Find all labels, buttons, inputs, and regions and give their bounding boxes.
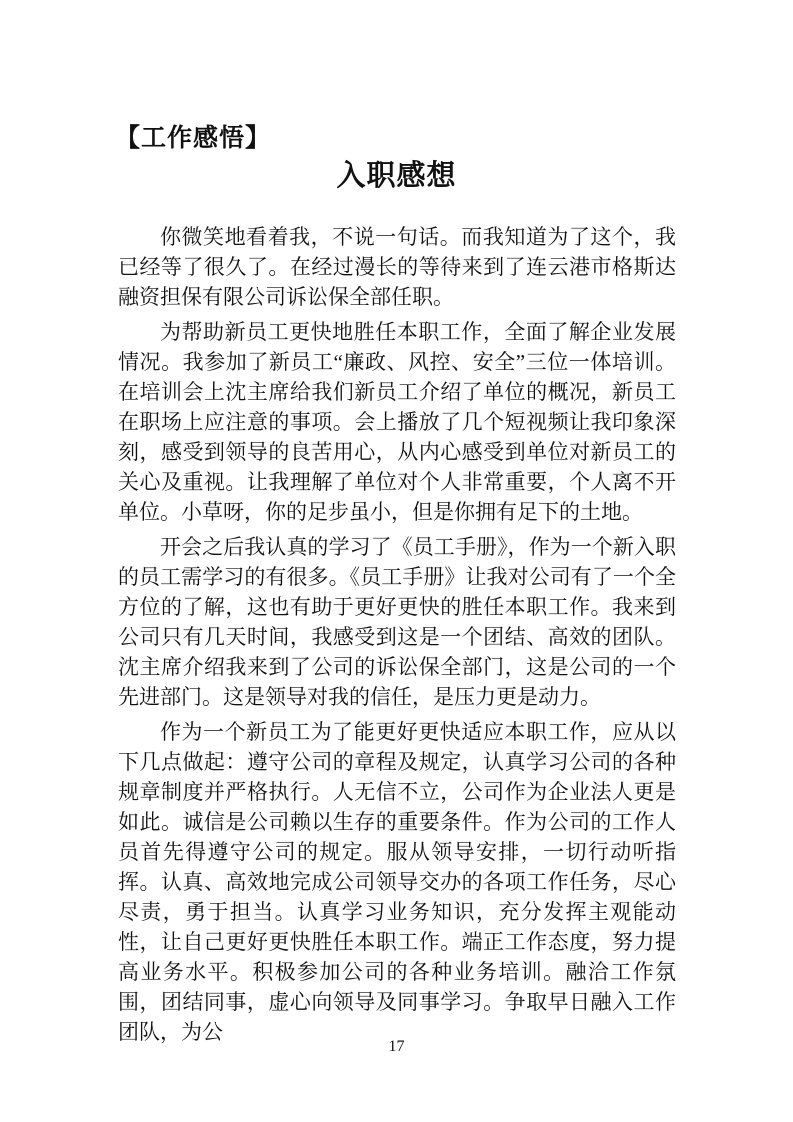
- page-title: 入职感想: [336, 160, 457, 192]
- paragraph-1: 你微笑地看着我，不说一句话。而我知道为了这个，我已经等了很久了。在经过漫长的等待来到了连云港市格斯达融资担保有限公司诉讼保全部任职。: [118, 225, 676, 309]
- page-number: 17: [388, 1038, 405, 1055]
- page-footer: [0, 1037, 793, 1057]
- paragraph-2: 为帮助新员工更快地胜任本职工作，全面了解企业发展情况。我参加了新员工“廉政、风控、安全”三位一体培训。在培训会上沈主席给我们新员工介绍了单位的概况，新员工在职场上应注意的事项。会上播放了几个短视频让我印象深刻，感受到领导的良苦用心，从内心感受到单位对新员工的关心及重视。让我理解了单位对个人非常重要，个人离不开单位。小草呀，你的足步虽小，但是你拥有足下的土地。: [118, 320, 676, 524]
- document-body: [118, 222, 676, 1047]
- paragraph-3: 开会之后我认真的学习了《员工手册》，作为一个新入职的员工需学习的有很多。《员工手册》让我对公司有了一个全方位的了解，这也有助于更好更快的胜任本职工作。我来到公司只有几天时间，我感受到这是一个团结、高效的团队。沈主席介绍我来到了公司的诉讼保全部门，这是公司的一个先进部门。这是领导对我的信任，是压力更是动力。: [118, 535, 676, 709]
- paragraph-4: 作为一个新员工为了能更好更快适应本职工作，应从以下几点做起：遵守公司的章程及规定，认真学习公司的各种规章制度并严格执行。人无信不立，公司作为企业法人更是如此。诚信是公司赖以生存的重要条件。作为公司的工作人员首先得遵守公司的规定。服从领导安排，一切行动听指挥。认真、高效地完成公司领导交办的各项工作任务，尽心尽责，勇于担当。认真学习业务知识，充分发挥主观能动性，让自己更好更快胜任本职工作。端正工作态度，努力提高业务水平。积极参加公司的各种业务培训。融洽工作氛围，团结同事，虚心向领导及同事学习。争取早日融入工作团队，为公: [118, 720, 676, 1044]
- section-header: 【工作感悟】: [115, 125, 272, 152]
